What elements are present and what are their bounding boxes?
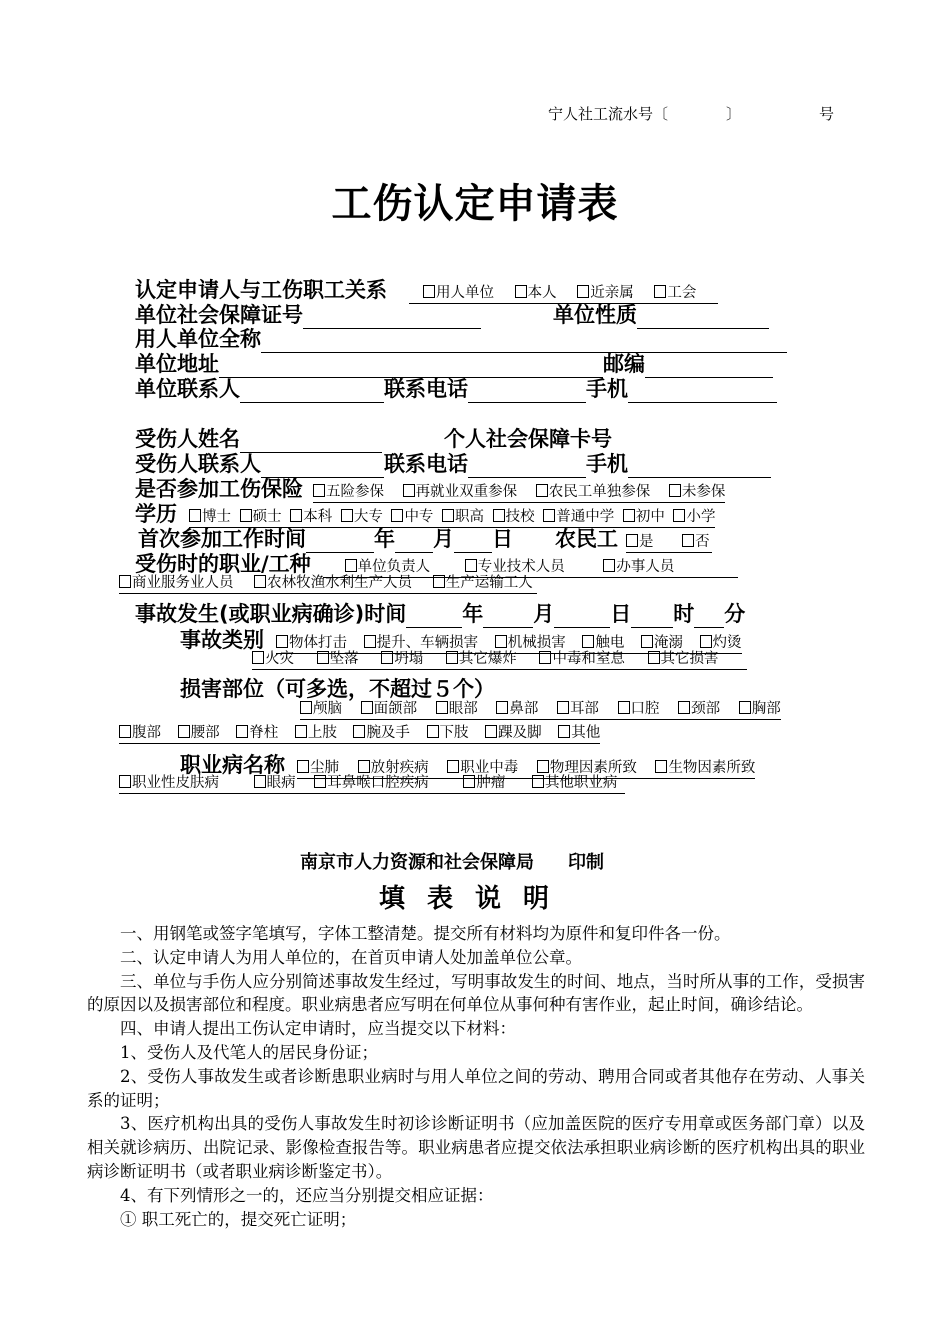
checkbox-option[interactable]: 触电 — [582, 635, 624, 651]
migrant-label: 农民工 — [555, 527, 618, 551]
checkbox-option[interactable]: 物理因素所致 — [537, 760, 637, 776]
checkbox-option[interactable]: 再就业双重参保 — [403, 484, 518, 500]
unit-mobile-field[interactable] — [628, 382, 777, 403]
checkbox-option[interactable]: 腹部 — [119, 725, 161, 741]
occupation-options-2 — [119, 574, 537, 594]
checkbox-option[interactable]: 灼烫 — [700, 635, 742, 651]
personal-ss-card-label: 个人社会保障卡号 — [444, 427, 612, 451]
instruction-paragraph: 四、申请人提出工伤认定申请时，应当提交以下材料： — [120, 1019, 516, 1039]
checkbox-option[interactable]: 下肢 — [427, 725, 469, 741]
unit-nature-label: 单位性质 — [553, 303, 637, 327]
occupation-label: 受伤时的职业/工种 — [135, 552, 311, 576]
checkbox-option[interactable]: 中毒和窒息 — [539, 651, 625, 667]
checkbox-option[interactable]: 职高 — [442, 509, 484, 525]
checkbox-option[interactable]: 坠落 — [317, 651, 359, 667]
unit-contact-field[interactable] — [240, 382, 384, 403]
instruction-paragraph: ① 职工死亡的，提交死亡证明； — [120, 1209, 357, 1229]
checkbox-option[interactable]: 耳鼻喉口腔疾病 — [314, 775, 429, 791]
unit-name-label: 用人单位全称 — [135, 327, 261, 351]
serial-number: 宁人社工流水号〔 〕 号 — [548, 105, 835, 123]
checkbox-option[interactable]: 踝及脚 — [485, 725, 542, 741]
checkbox-option[interactable]: 其他职业病 — [532, 775, 618, 791]
issuing-bureau: 南京市人力资源和社会保障局 印制 — [300, 852, 604, 873]
checkbox-option[interactable]: 否 — [682, 534, 710, 550]
accident-time-label: 事故发生(或职业病确诊)时间 — [135, 602, 407, 626]
checkbox-option[interactable]: 工会 — [654, 285, 696, 301]
checkbox-option[interactable]: 上肢 — [295, 725, 337, 741]
checkbox-option[interactable]: 火灾 — [252, 651, 294, 667]
checkbox-option[interactable]: 眼病 — [254, 775, 296, 791]
accident-type-row-2 — [252, 650, 747, 670]
checkbox-option[interactable]: 初中 — [623, 509, 665, 525]
checkbox-option[interactable]: 生物因素所致 — [655, 760, 755, 776]
checkbox-option[interactable]: 尘肺 — [297, 760, 339, 776]
checkbox-option[interactable]: 机械损害 — [495, 635, 566, 651]
checkbox-option[interactable]: 商业服务业人员 — [119, 575, 234, 591]
checkbox-option[interactable]: 博士 — [189, 509, 231, 525]
month-label: 月 — [533, 602, 555, 626]
checkbox-option[interactable]: 其他 — [558, 725, 600, 741]
injury-part-row-1 — [300, 700, 781, 720]
day-label: 日 — [492, 527, 513, 551]
checkbox-option[interactable]: 职业性皮肤病 — [119, 775, 219, 791]
checkbox-option[interactable]: 耳部 — [557, 701, 599, 717]
injury-part-options-1 — [300, 700, 781, 720]
checkbox-option[interactable]: 普通中学 — [543, 509, 614, 525]
instruction-paragraph: 3、医疗机构出具的受伤人事故发生时初诊诊断证明书（应加盖医院的医疗专用章或医务部门章）以及相关就诊病历、出院记录、影像检查报告等。职业病患者应提交依法承担职业病诊断的医疗机构出具的职业病诊断证明书（或者职业病诊断鉴定书）。 — [87, 1114, 865, 1181]
day-label: 日 — [610, 602, 632, 626]
injured-phone-label: 联系电话 — [384, 452, 468, 476]
checkbox-option[interactable]: 淹溺 — [641, 635, 683, 651]
disease-row-2 — [119, 774, 625, 794]
injury-part-row — [180, 673, 495, 703]
instructions-body — [87, 922, 865, 1231]
checkbox-option[interactable]: 鼻部 — [496, 701, 538, 717]
checkbox-option[interactable]: 脊柱 — [236, 725, 278, 741]
education-label: 学历 — [135, 502, 177, 526]
checkbox-option[interactable]: 农民工单独参保 — [536, 484, 651, 500]
instructions-title: 填表说明 — [378, 884, 571, 914]
unit-contact-label: 单位联系人 — [135, 377, 240, 401]
unit-mobile-label: 手机 — [586, 377, 628, 401]
checkbox-option[interactable]: 口腔 — [618, 701, 660, 717]
first-work-label: 首次参加工作时间 — [138, 527, 306, 551]
month-label: 月 — [433, 527, 454, 551]
checkbox-option[interactable]: 五险参保 — [313, 484, 384, 500]
injury-part-row-2 — [119, 724, 600, 744]
checkbox-option[interactable]: 颈部 — [678, 701, 720, 717]
checkbox-option[interactable]: 本人 — [515, 285, 557, 301]
accident-type-options-2 — [252, 650, 747, 670]
instruction-paragraph: 二、认定申请人为用人单位的，在首页申请人处加盖单位公章。 — [120, 947, 582, 967]
disease-options-2 — [119, 774, 625, 794]
checkbox-option[interactable]: 腕及手 — [353, 725, 410, 741]
injury-part-options-2 — [119, 724, 600, 744]
checkbox-option[interactable]: 物体打击 — [276, 635, 347, 651]
checkbox-option[interactable]: 胸部 — [739, 701, 781, 717]
instruction-paragraph: 一、用钢笔或签字笔填写，字体工整清楚。提交所有材料均为原件和复印件各一份。 — [120, 924, 731, 943]
checkbox-option[interactable]: 专业技术人员 — [465, 559, 565, 575]
year-label: 年 — [374, 527, 395, 551]
accident-type-label: 事故类别 — [180, 628, 264, 652]
insurance-label: 是否参加工伤保险 — [135, 477, 303, 501]
instruction-paragraph: 2、受伤人事故发生或者诊断患职业病时与用人单位之间的劳动、聘用合同或者其他存在劳动、人事关系的证明； — [87, 1066, 865, 1110]
checkbox-option[interactable]: 本科 — [290, 509, 332, 525]
checkbox-option[interactable]: 近亲属 — [577, 285, 634, 301]
checkbox-option[interactable]: 其它损害 — [648, 651, 719, 667]
checkbox-option[interactable]: 单位负责人 — [345, 559, 431, 575]
instruction-paragraph: 4、有下列情形之一的，还应当分别提交相应证据： — [120, 1185, 494, 1205]
relation-label: 认定申请人与工伤职工关系 — [135, 278, 387, 302]
hour-label: 时 — [673, 602, 695, 626]
checkbox-option[interactable]: 职业中毒 — [447, 760, 518, 776]
year-label: 年 — [462, 602, 484, 626]
checkbox-option[interactable]: 生产运输工人 — [433, 575, 533, 591]
checkbox-option[interactable]: 其它爆炸 — [446, 651, 517, 667]
disease-label: 职业病名称 — [180, 753, 285, 777]
checkbox-option[interactable]: 眼部 — [436, 701, 478, 717]
unit-address-label: 单位地址 — [135, 352, 219, 376]
injured-mobile-label: 手机 — [586, 452, 628, 476]
instruction-paragraph: 三、单位与手伤人应分别简述事故发生经过，写明事故发生的时间、地点，当时所从事的工作，受损害的原因以及损害部位和程度。职业病患者应写明在何单位从事何种有害作业，起止时间，确诊结论。 — [87, 971, 865, 1015]
checkbox-option[interactable]: 技校 — [493, 509, 535, 525]
checkbox-option[interactable]: 坍塌 — [381, 651, 423, 667]
injury-part-label: 损害部位（可多选，不超过５个） — [180, 677, 495, 701]
checkbox-option[interactable]: 用人单位 — [423, 285, 494, 301]
unit-phone-field[interactable] — [468, 382, 586, 403]
instruction-paragraph: 1、受伤人及代笔人的居民身份证； — [120, 1042, 378, 1062]
injured-contact-label: 受伤人联系人 — [135, 452, 261, 476]
checkbox-option[interactable]: 腰部 — [178, 725, 220, 741]
injured-name-label: 受伤人姓名 — [135, 427, 240, 451]
checkbox-option[interactable]: 农林牧渔水利生产人员 — [254, 575, 412, 591]
unit-contact-row — [135, 373, 777, 403]
checkbox-option[interactable]: 大专 — [341, 509, 383, 525]
checkbox-option[interactable]: 颅脑 — [300, 701, 342, 717]
checkbox-option[interactable]: 小学 — [673, 509, 715, 525]
unit-phone-label: 联系电话 — [384, 377, 468, 401]
checkbox-option[interactable]: 办事人员 — [603, 559, 674, 575]
postcode-label: 邮编 — [603, 352, 645, 376]
occupation-row-2 — [119, 574, 537, 594]
checkbox-option[interactable]: 提升、车辆损害 — [364, 635, 479, 651]
checkbox-option[interactable]: 肿瘤 — [463, 775, 505, 791]
checkbox-option[interactable]: 是 — [626, 534, 654, 550]
checkbox-option[interactable]: 面颌部 — [361, 701, 418, 717]
minute-label: 分 — [724, 602, 746, 626]
unit-ss-label: 单位社会保障证号 — [135, 303, 303, 327]
checkbox-option[interactable]: 中专 — [391, 509, 433, 525]
checkbox-option[interactable]: 放射疾病 — [358, 760, 429, 776]
checkbox-option[interactable]: 未参保 — [669, 484, 726, 500]
page-title: 工伤认定申请表 — [331, 181, 619, 227]
checkbox-option[interactable]: 硕士 — [240, 509, 282, 525]
